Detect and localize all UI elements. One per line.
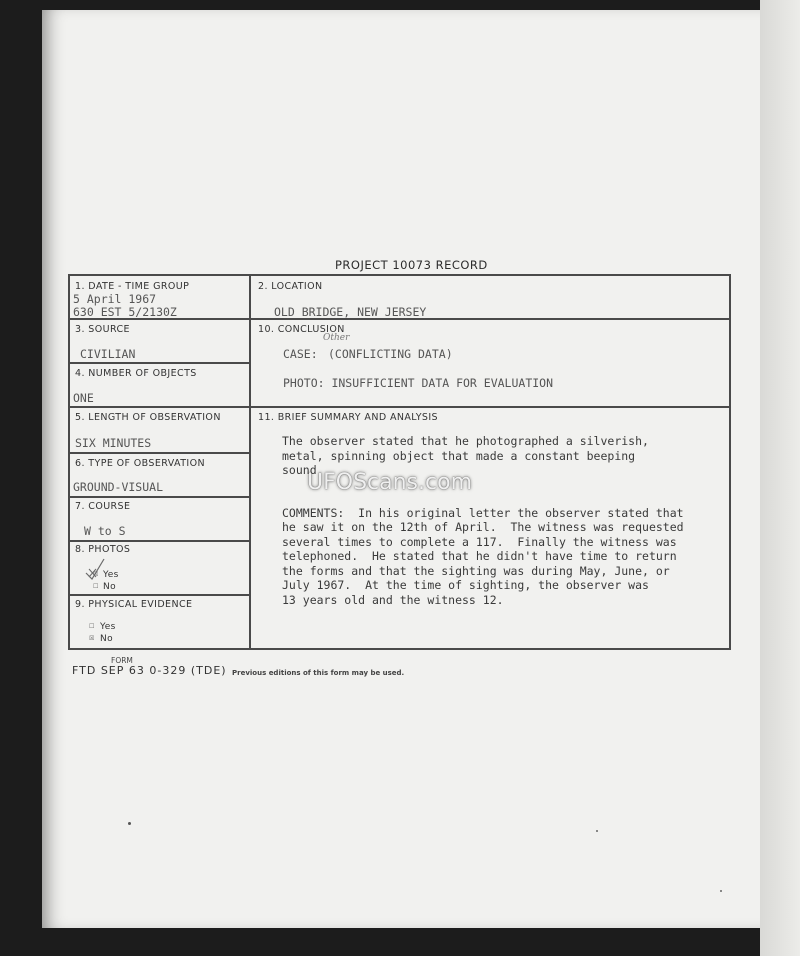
form-identifier: FTD SEP 63 0-329 (TDE) xyxy=(72,664,227,677)
document-title: PROJECT 10073 RECORD xyxy=(335,258,488,272)
number-of-objects-label: 4. NUMBER OF OBJECTS xyxy=(75,368,197,379)
length-of-observation-value: SIX MINUTES xyxy=(75,436,152,450)
source-value: CIVILIAN xyxy=(80,347,136,361)
type-of-observation-label: 6. TYPE OF OBSERVATION xyxy=(75,458,205,469)
conclusion-label: 10. CONCLUSION xyxy=(258,324,345,335)
location-label: 2. LOCATION xyxy=(258,281,323,292)
comments-line: telephoned. He stated that he didn't have time to return xyxy=(282,549,677,563)
paper-speck xyxy=(128,822,131,825)
form-row-divider xyxy=(68,540,250,542)
form-row-divider xyxy=(68,594,250,596)
summary-line: The observer stated that he photographed a silverish, xyxy=(282,434,649,448)
comments-line: July 1967. At the time of sighting, the observer was xyxy=(282,578,649,592)
form-row-divider xyxy=(68,452,250,454)
physical-evidence-yes-label: Yes xyxy=(100,622,116,632)
photos-label: 8. PHOTOS xyxy=(75,544,131,555)
course-label: 7. COURSE xyxy=(75,501,131,512)
page-edge-shadow xyxy=(760,0,800,956)
form-row-divider xyxy=(68,406,731,408)
photos-no-checkbox: ☐ xyxy=(93,581,99,591)
comments-line: 13 years old and the witness 12. xyxy=(282,593,504,607)
comments-line: COMMENTS: In his original letter the observer stated that xyxy=(282,506,684,520)
physical-evidence-no-checkbox: ☒ xyxy=(89,633,95,643)
summary-line: sound. xyxy=(282,463,324,477)
type-of-observation-value: GROUND-VISUAL xyxy=(73,480,164,494)
comments-line: several times to complete a 117. Finally the witness was xyxy=(282,535,677,549)
comments-line: the forms and that the sighting was during May, June, or xyxy=(282,564,670,578)
paper-speck xyxy=(596,830,598,832)
date-time-label: 1. DATE - TIME GROUP xyxy=(75,281,190,292)
paper-speck xyxy=(720,890,722,892)
form-footnote: Previous editions of this form may be used. xyxy=(232,669,405,677)
length-of-observation-label: 5. LENGTH OF OBSERVATION xyxy=(75,412,221,423)
case-value: (CONFLICTING DATA) xyxy=(328,347,453,361)
form-word: FORM xyxy=(111,656,133,665)
source-label: 3. SOURCE xyxy=(75,324,130,335)
summary-label: 11. BRIEF SUMMARY AND ANALYSIS xyxy=(258,412,438,423)
summary-line: metal, spinning object that made a constant beeping xyxy=(282,449,636,463)
course-value: W to S xyxy=(84,524,126,538)
photos-no-label: No xyxy=(103,582,117,592)
photos-yes-checkbox: ☒ xyxy=(93,569,99,579)
form-row-divider xyxy=(68,362,250,364)
case-prefix: CASE: xyxy=(283,347,318,361)
time-value: 630 EST 5/2130Z xyxy=(73,305,177,319)
photos-yes-label: Yes xyxy=(103,570,119,580)
location-value: OLD BRIDGE, NEW JERSEY xyxy=(274,305,427,319)
watermark-text: UFOScans.com xyxy=(307,470,472,495)
photo-conclusion: PHOTO: INSUFFICIENT DATA FOR EVALUATION xyxy=(283,376,554,390)
physical-evidence-yes-checkbox: ☐ xyxy=(89,621,95,631)
form-row-divider xyxy=(68,496,250,498)
case-handwritten-annotation: Other xyxy=(323,333,350,343)
number-of-objects-value: ONE xyxy=(73,391,94,405)
comments-line: he saw it on the 12th of April. The witness was requested xyxy=(282,520,684,534)
date-value: 5 April 1967 xyxy=(73,292,157,306)
physical-evidence-label: 9. PHYSICAL EVIDENCE xyxy=(75,599,193,610)
physical-evidence-no-label: No xyxy=(100,634,114,644)
